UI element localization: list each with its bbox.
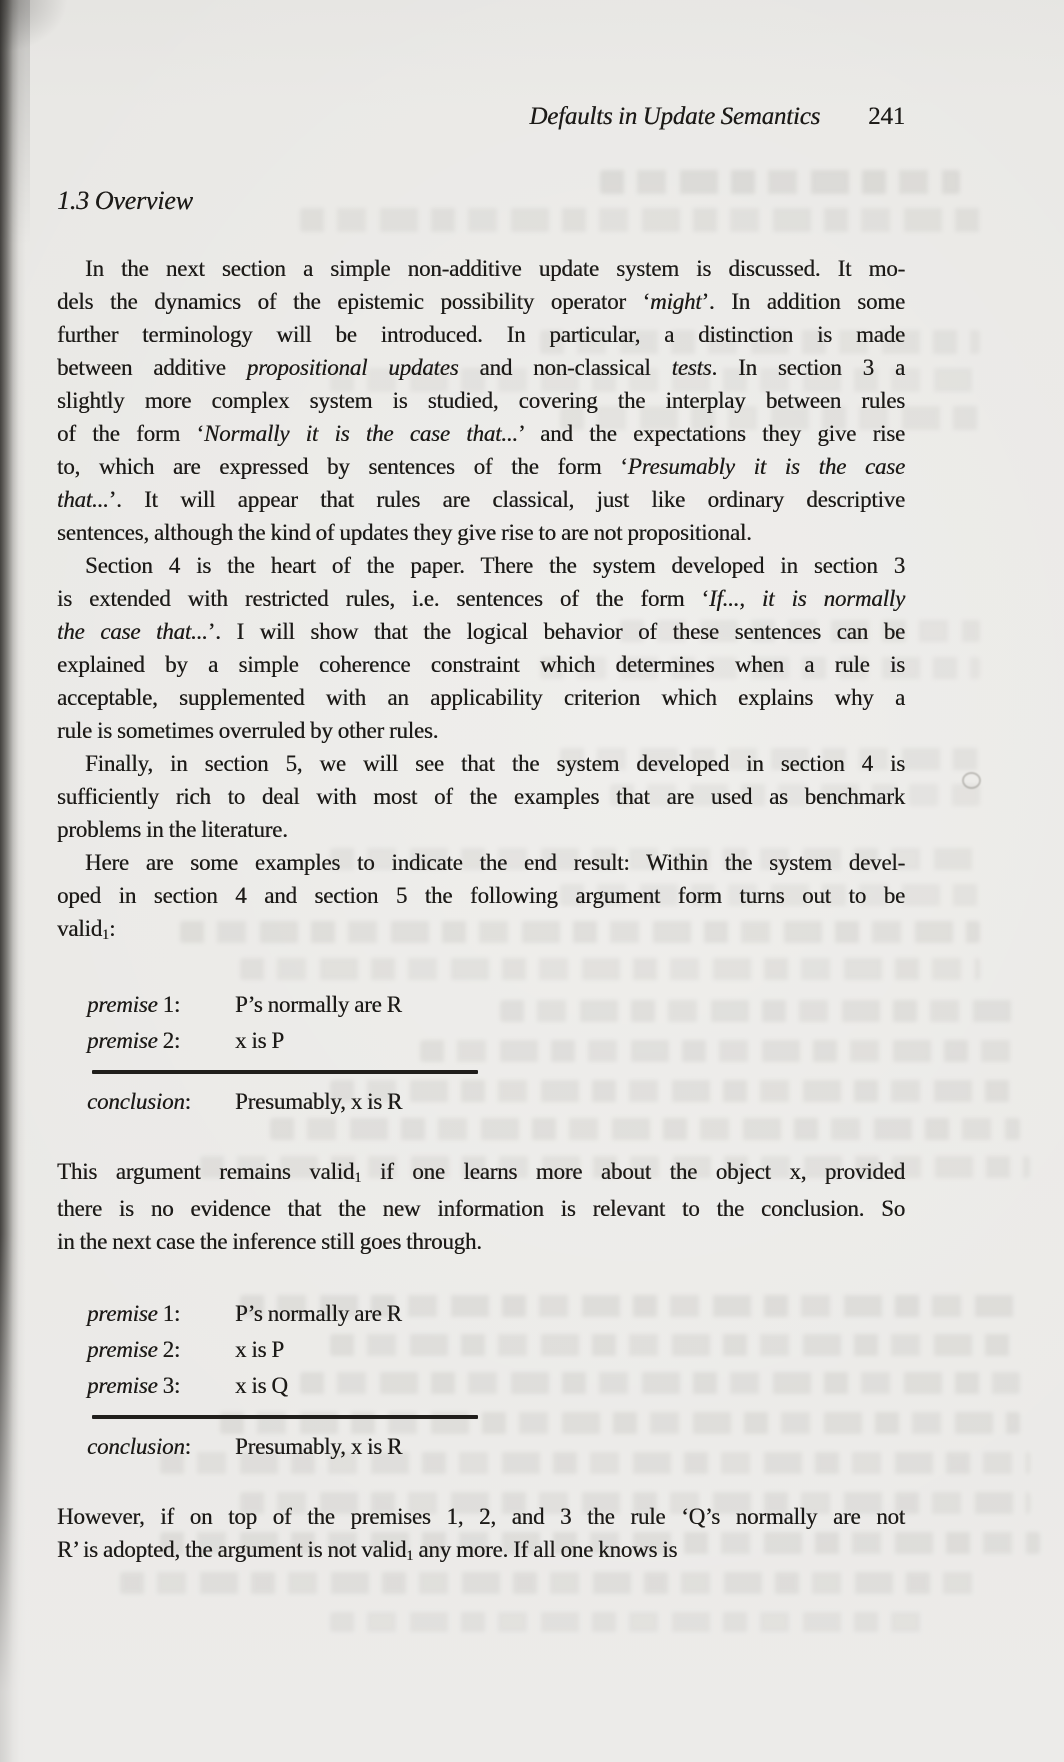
text-run: in the next case the inference still goes through. (57, 1229, 482, 1254)
text-run: acceptable, supplemented with an applicability criterion which explains why a (57, 685, 905, 710)
premise-row (57, 1332, 905, 1368)
subscript-run: 1 (102, 926, 110, 943)
premise-row-value: x is P (235, 1337, 284, 1362)
text-run: sufficiently rich to deal with most of the examples that are used as benchmark (57, 784, 905, 809)
italic-run: the case that... (57, 619, 208, 644)
italic-run: tests (671, 355, 712, 380)
text-run: ’. It will appear that rules are classical, just like ordinary descriptive (108, 487, 905, 512)
text-run: and non-classical (458, 355, 672, 380)
text-line (57, 1192, 905, 1225)
binding-edge-fade (0, 0, 30, 1762)
text-line (57, 681, 905, 714)
italic-run: Presumably it is the case (627, 454, 905, 479)
italic-run: If..., it is normally (708, 586, 905, 611)
text-run: there is no evidence that the new information is relevant to the conclusion. So (57, 1196, 905, 1221)
text-line (57, 1500, 905, 1533)
premise-row-value: x is Q (235, 1373, 288, 1398)
text-run: sentences, although the kind of updates they give rise to are not propositional. (57, 520, 752, 545)
italic-run: premise (87, 1337, 158, 1362)
text-run: R’ is adopted, the argument is not valid (57, 1537, 407, 1562)
text-run: However, if on top of the premises 1, 2, and 3 the rule ‘Q’s normally are not (57, 1504, 905, 1529)
premise-row (57, 987, 905, 1023)
inference-rule-line (92, 1415, 478, 1419)
text-run: ’. I will show that the logical behavior of these sentences can be (207, 619, 905, 644)
conclusion-row-label (87, 1084, 235, 1120)
text-run: rule is sometimes overruled by other rules. (57, 718, 439, 743)
running-header (57, 100, 905, 134)
text-run: dels the dynamics of the epistemic possibility operator ‘ (57, 289, 651, 314)
text-line (57, 1225, 905, 1258)
italic-run: might (650, 289, 702, 314)
text-run: ’ and the expectations they give rise (517, 421, 905, 446)
text-line (57, 582, 905, 615)
text-run: Here are some examples to indicate the end result: Within the system devel- (85, 850, 905, 875)
text-run: Section 4 is the heart of the paper. There the system developed in section 3 (85, 553, 905, 578)
paragraph (57, 747, 905, 846)
text-run: : (109, 916, 116, 941)
text-run: further terminology will be introduced. In particular, a distinction is made (57, 322, 905, 347)
text-run: valid (57, 916, 102, 941)
conclusion-row (57, 1084, 905, 1120)
text-line (57, 252, 905, 285)
text-line (57, 351, 905, 384)
text-run: 2: (157, 1028, 181, 1053)
text-run: : (184, 1089, 191, 1114)
text-column (57, 100, 905, 1570)
text-line (57, 648, 905, 681)
text-run: This argument remains valid (57, 1159, 355, 1184)
text-line (57, 747, 905, 780)
premise-row-label (87, 1023, 235, 1059)
text-line (57, 1155, 905, 1192)
premise-row-value: P’s normally are R (235, 1301, 402, 1326)
text-line (57, 483, 905, 516)
premise-row (57, 1023, 905, 1059)
text-run: 1: (157, 1301, 181, 1326)
inference-rule-line (92, 1070, 478, 1074)
document-body (57, 252, 905, 1570)
italic-run: conclusion (87, 1434, 185, 1459)
text-line (57, 384, 905, 417)
section-heading: 1.3 Overview (57, 186, 193, 215)
text-run: ’. In addition some (701, 289, 905, 314)
running-title: Defaults in Update Semantics (529, 103, 821, 130)
corner-shadow (0, 0, 120, 90)
text-line (57, 516, 905, 549)
paragraph (57, 252, 905, 549)
text-run: Finally, in section 5, we will see that the system developed in section 4 is (85, 751, 905, 776)
text-run: In the next section a simple non-additive update system is discussed. It mo- (85, 256, 905, 281)
text-run: between additive (57, 355, 247, 380)
premise-row-value: x is P (235, 1028, 284, 1053)
conclusion-row-value: Presumably, x is R (235, 1434, 403, 1459)
italic-run: premise (87, 1301, 158, 1326)
paragraph (57, 1155, 905, 1258)
premise-row-label (87, 1332, 235, 1368)
text-run: is extended with restricted rules, i.e. sentences of the form ‘ (57, 586, 709, 611)
text-line (57, 780, 905, 813)
text-line (57, 813, 905, 846)
text-line (57, 846, 905, 879)
conclusion-row (57, 1429, 905, 1465)
text-run: any more. If all one knows is (413, 1537, 678, 1562)
text-line (57, 285, 905, 318)
text-run: explained by a simple coherence constraint which determines when a rule is (57, 652, 905, 677)
text-run: to, which are expressed by sentences of the form ‘ (57, 454, 628, 479)
text-run: : (184, 1434, 191, 1459)
text-run: slightly more complex system is studied, covering the interplay between rules (57, 388, 905, 413)
text-line (57, 1533, 905, 1570)
bleed-through-ghost (120, 1572, 980, 1594)
text-line (57, 318, 905, 351)
italic-run: propositional updates (246, 355, 459, 380)
premise-row (57, 1368, 905, 1404)
premise-row-label (87, 987, 235, 1023)
paragraph (57, 846, 905, 949)
text-run: problems in the literature. (57, 817, 288, 842)
italic-run: premise (87, 1373, 158, 1398)
premise-row-label (87, 1368, 235, 1404)
conclusion-row-label (87, 1429, 235, 1465)
text-line (57, 615, 905, 648)
text-line (57, 450, 905, 483)
argument-block (57, 987, 905, 1120)
italic-run: premise (87, 1028, 158, 1053)
text-line (57, 879, 905, 912)
subscript-run: 1 (406, 1547, 414, 1564)
italic-run: that... (57, 487, 109, 512)
italic-run: premise (87, 992, 158, 1017)
text-run: 1: (157, 992, 181, 1017)
text-line (57, 417, 905, 450)
bleed-through-ghost (330, 1612, 930, 1632)
premise-row-value: P’s normally are R (235, 992, 402, 1017)
text-run: if one learns more about the object x, provided (361, 1159, 905, 1184)
argument-block (57, 1296, 905, 1465)
subscript-run: 1 (354, 1169, 362, 1186)
text-run: of the form ‘ (57, 421, 204, 446)
text-line (57, 714, 905, 747)
italic-run: Normally it is the case that... (203, 421, 518, 446)
text-run: . In section 3 a (711, 355, 905, 380)
conclusion-row-value: Presumably, x is R (235, 1089, 403, 1114)
premise-row-label (87, 1296, 235, 1332)
premise-row (57, 1296, 905, 1332)
paper-blemish-ring (962, 772, 981, 789)
paragraph (57, 1500, 905, 1570)
text-line (57, 912, 905, 949)
text-line (57, 549, 905, 582)
text-run: oped in section 4 and section 5 the following argument form turns out to be (57, 883, 905, 908)
paragraph (57, 549, 905, 747)
text-run: 2: (157, 1337, 181, 1362)
italic-run: conclusion (87, 1089, 185, 1114)
text-run: 3: (157, 1373, 181, 1398)
page-number: 241 (868, 103, 905, 130)
